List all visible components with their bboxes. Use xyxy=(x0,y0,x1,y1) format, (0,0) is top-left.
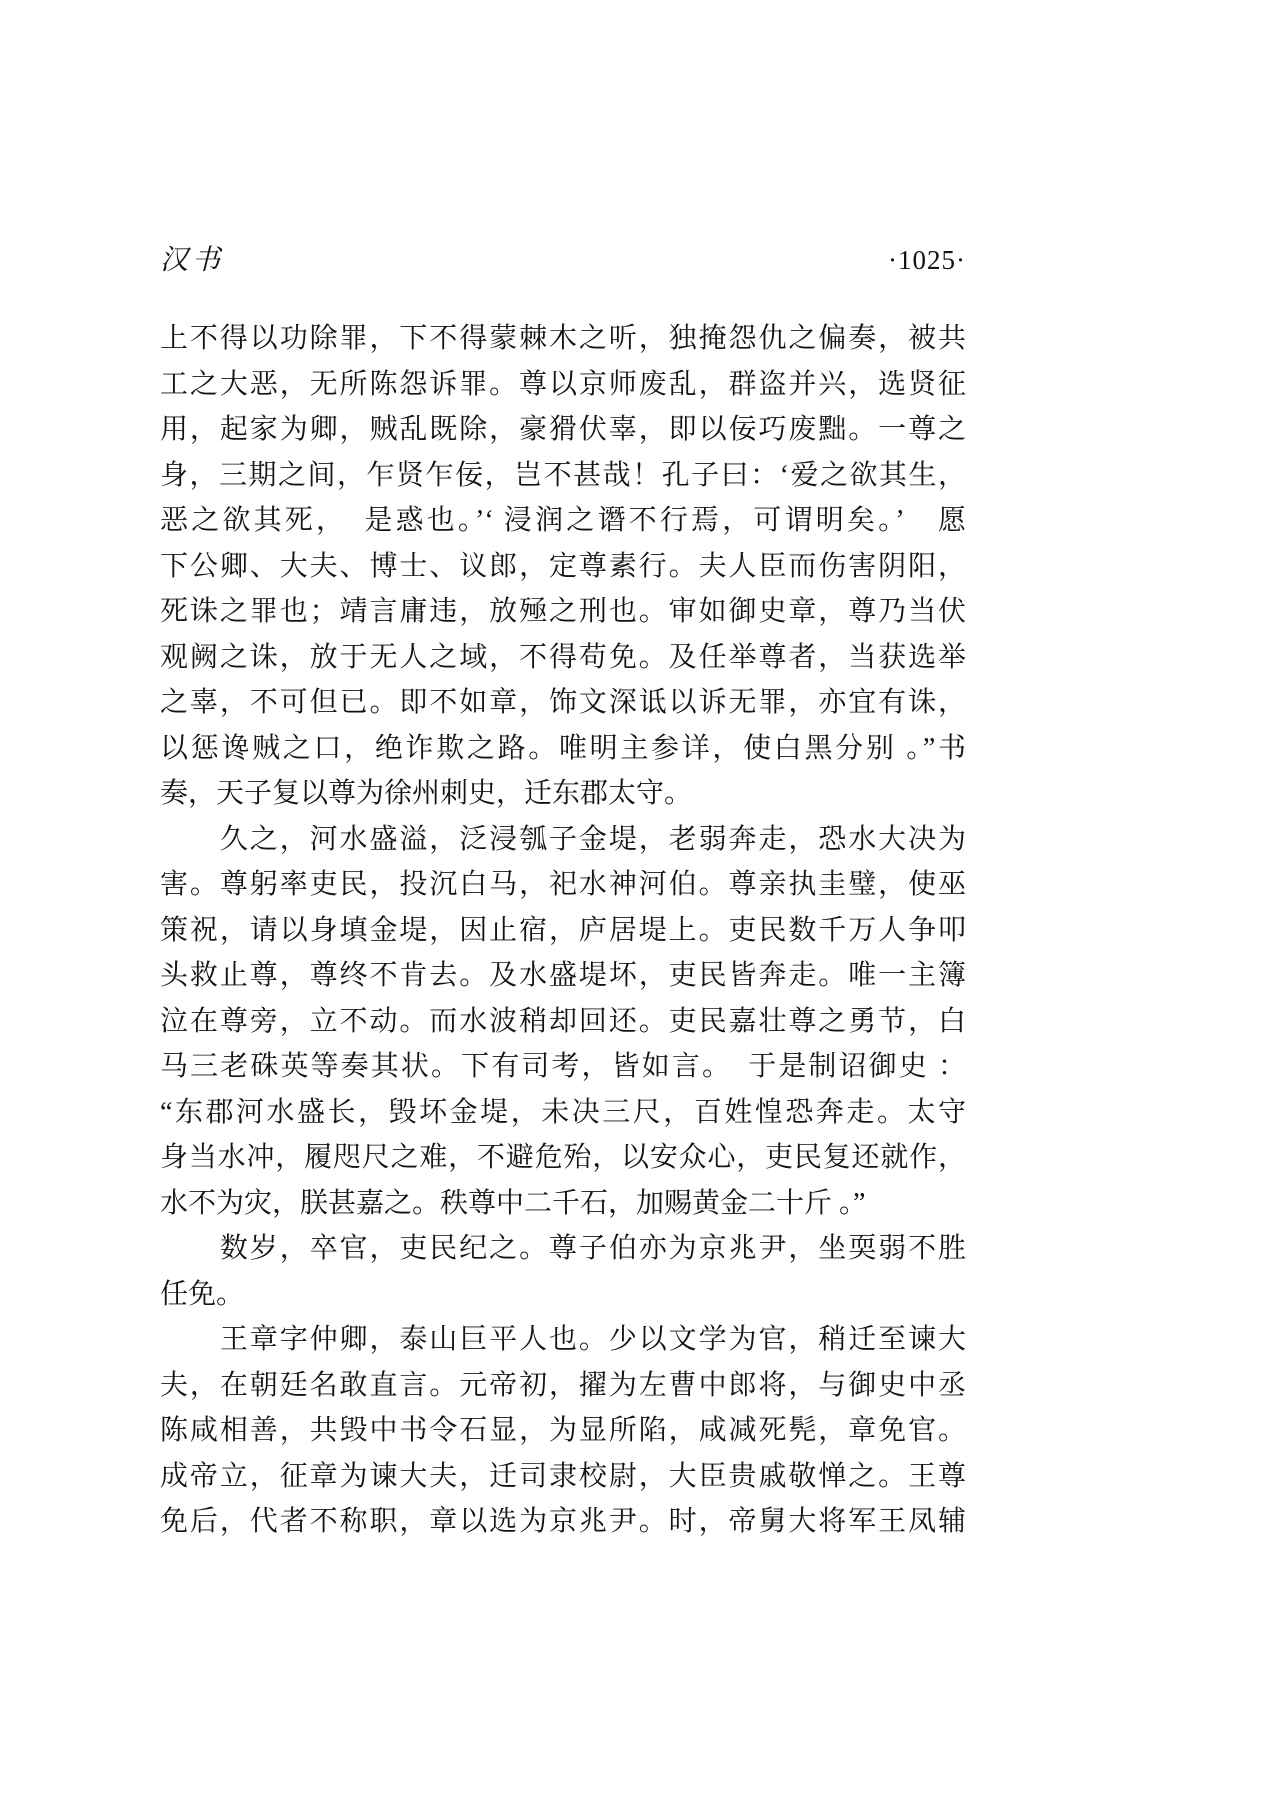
text-line: 成帝立，征章为谏大夫，迁司隶校尉，大臣贵戚敬惮之。王尊 xyxy=(160,1460,966,1492)
text-line: 水不为灾，朕甚嘉之。秩尊中二千石，加赐黄金二十斤 。” xyxy=(160,1187,866,1219)
running-title: 汉书 xyxy=(160,245,225,276)
text-line: 身，三期之间，乍贤乍佞，岂不甚哉！孔子曰：‘爱之欲其生， xyxy=(160,459,966,491)
text-line: 夫，在朝廷名敢直言。元帝初，擢为左曹中郎将，与御史中丞 xyxy=(160,1369,966,1401)
text-line: 死诛之罪也；靖言庸违，放殛之刑也。审如御史章，尊乃当伏 xyxy=(160,596,966,627)
text-line: 马三老硃英等奏其状。下有司考，皆如言。 于是制诏御史 ： xyxy=(160,1051,966,1082)
text-line: 恶之欲其死， 是惑也。’‘ 浸润之谮不行焉，可谓明矣。’ 愿 xyxy=(160,505,966,536)
page-body xyxy=(160,316,966,1545)
text-line: 任免。 xyxy=(160,1278,245,1310)
text-line: 奏，天子复以尊为徐州刺史，迁东郡太守。 xyxy=(160,778,693,809)
text-line: “东郡河水盛长，毁坏金堤，未决三尺，百姓惶恐奔走。太守 xyxy=(160,1096,966,1128)
text-line: 工之大恶，无所陈怨诉罪。尊以京师废乱，群盗并兴，选贤征 xyxy=(160,368,966,400)
text-line: 久之，河水盛溢，泛浸瓠子金堤，老弱奔走，恐水大决为 xyxy=(160,823,966,855)
text-line: 下公卿、大夫、博士、议郎，定尊素行。夫人臣而伤害阴阳， xyxy=(160,550,966,582)
text-line: 陈咸相善，共毁中书令石显，为显所陷，咸减死髡，章免官。 xyxy=(160,1415,966,1446)
text-line: 上不得以功除罪，下不得蒙棘木之听，独掩怨仇之偏奏，被共 xyxy=(160,323,966,354)
text-line: 王章字仲卿，泰山巨平人也。少以文学为官，稍迁至谏大 xyxy=(160,1324,966,1355)
page-number: ·1025· xyxy=(888,245,966,275)
page-header xyxy=(160,238,966,274)
text-line: 以惩谗贼之口，绝诈欺之路。唯明主参详，使白黑分别 。”书 xyxy=(160,732,966,764)
text-line: 泣在尊旁，立不动。而水波稍却回还。吏民嘉壮尊之勇节，白 xyxy=(160,1005,966,1037)
text-line: 害。尊躬率吏民，投沉白马，祀水神河伯。尊亲执圭璧，使巫 xyxy=(160,869,966,900)
text-line: 头救止尊，尊终不肯去。及水盛堤坏，吏民皆奔走。唯一主簿 xyxy=(160,960,966,991)
text-line: 用，起家为卿，贼乱既除，豪猾伏辜，即以佞巧废黜。一尊之 xyxy=(160,414,966,445)
text-line: 身当水冲，履咫尺之难，不避危殆，以安众心，吏民复还就作， xyxy=(160,1142,966,1173)
text-line: 数岁，卒官，吏民纪之。尊子伯亦为京兆尹，坐耎弱不胜 xyxy=(160,1233,966,1264)
text-line: 之辜，不可但已。即不如章，饰文深诋以诉无罪，亦宜有诛， xyxy=(160,687,966,718)
text-line: 免后，代者不称职，章以选为京兆尹。时，帝舅大将军王凤辅 xyxy=(160,1506,966,1537)
text-line: 观阙之诛，放于无人之域，不得苟免。及任举尊者，当获选举 xyxy=(160,641,966,673)
text-line: 策祝，请以身填金堤，因止宿，庐居堤上。吏民数千万人争叩 xyxy=(160,914,966,946)
